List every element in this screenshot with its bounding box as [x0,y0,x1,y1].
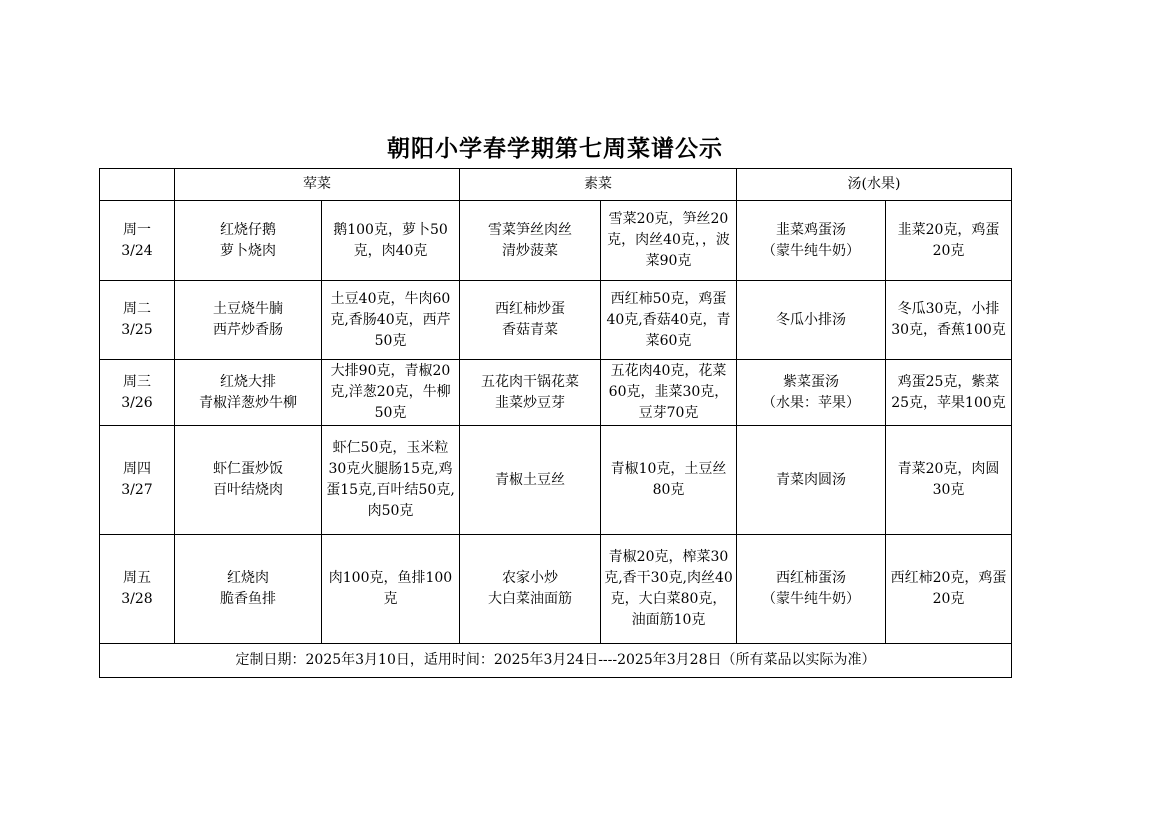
veg-qty-cell [601,535,737,644]
veg-qty-cell [601,360,737,426]
veg-dishes-cell [460,281,601,360]
soup-qty-cell [886,426,1012,535]
meat-dishes-cell-line: 虾仁蛋炒饭 [213,461,283,477]
meat-qty-cell-line: 肉100克，鱼排100克 [328,570,453,607]
veg-dishes-cell [460,201,601,281]
day-cell-line: 3/24 [121,242,153,259]
veg-dishes-cell-line: 西红柿炒蛋 [495,301,565,317]
day-cell-line: 周四 [123,461,151,477]
table-row [100,535,1012,644]
veg-dishes-cell [460,426,601,535]
meat-dishes-cell-line: 红烧肉 [227,570,269,586]
soup-cell-line: （水果：苹果） [762,394,860,411]
table-row [100,281,1012,360]
meat-dishes-cell [175,281,322,360]
table-row [100,201,1012,281]
soup-cell-line: 西红柿蛋汤 [776,570,846,586]
veg-dishes-cell-line: 韭菜炒豆芽 [495,394,565,411]
meat-dishes-cell [175,201,322,281]
veg-dishes-cell [460,360,601,426]
veg-dishes-cell-line: 清炒菠菜 [502,242,558,259]
menu-table [99,168,1012,678]
veg-dishes-cell-line: 青椒土豆丝 [495,471,565,488]
veg-qty-cell-line: 西红柿50克，鸡蛋40克,香菇40克，青菜60克 [606,290,731,349]
meat-qty-cell [322,535,460,644]
day-cell [100,360,175,426]
veg-dishes-cell [460,535,601,644]
soup-qty-cell-line: 西红柿20克，鸡蛋20克 [890,570,1007,607]
table-row [100,426,1012,535]
soup-qty-cell-line: 冬瓜30克，小排30克，香蕉100克 [891,301,1006,338]
meat-dishes-cell-line: 脆香鱼排 [220,591,276,607]
soup-cell [737,281,886,360]
soup-cell [737,201,886,281]
page-title: 朝阳小学春学期第七周菜谱公示 [387,136,723,162]
meat-qty-cell-line: 大排90克，青椒20克,洋葱20克，牛柳50克 [330,363,451,421]
meat-dishes-cell-line: 土豆烧牛腩 [213,301,283,317]
soup-cell-line: 紫菜蛋汤 [783,373,839,390]
day-cell-line: 周五 [123,570,151,586]
meat-qty-cell [322,201,460,281]
soup-qty-cell [886,201,1012,281]
veg-dishes-cell-line: 香菇青菜 [502,322,558,338]
meat-qty-cell [322,281,460,360]
soup-cell-line: 青菜肉圆汤 [776,471,846,488]
soup-cell [737,535,886,644]
veg-dishes-cell-line: 雪菜笋丝肉丝 [488,221,572,238]
veg-qty-cell-line: 青椒20克，榨菜30克,香干30克,肉丝40克，大白菜80克，油面筋10克 [604,549,733,628]
meat-qty-cell-line: 虾仁50克，玉米粒30克火腿肠15克,鸡蛋15克,百叶结50克,肉50克 [326,440,455,519]
table-row [100,360,1012,426]
veg-qty-cell-line: 雪菜20克，笋丝20克，肉丝40克，，波菜90克 [607,211,730,269]
veg-qty-cell-line: 青椒10克，土豆丝80克 [610,461,727,498]
veg-qty-cell-line: 五花肉40克，花菜60克，韭菜30克，豆芽70克 [608,363,729,421]
meat-qty-cell [322,360,460,426]
meat-dishes-cell [175,535,322,644]
day-cell [100,426,175,535]
day-cell-line: 周三 [123,373,151,390]
header-meat: 荤菜 [175,169,460,201]
veg-dishes-cell-line: 农家小炒 [502,570,558,586]
veg-qty-cell [601,281,737,360]
soup-cell [737,360,886,426]
day-cell-line: 3/26 [121,394,153,411]
meat-dishes-cell-line: 红烧大排 [220,373,276,390]
day-cell-line: 3/28 [121,591,153,607]
veg-dishes-cell-line: 五花肉干锅花菜 [481,373,579,390]
soup-qty-cell-line: 鸡蛋25克，紫菜25克，苹果100克 [891,373,1006,411]
meat-dishes-cell-line: 红烧仔鹅 [220,221,276,238]
day-cell-line: 3/25 [121,322,153,338]
meat-dishes-cell [175,426,322,535]
soup-qty-cell [886,360,1012,426]
soup-qty-cell [886,281,1012,360]
veg-qty-cell [601,201,737,281]
meat-qty-cell [322,426,460,535]
header-blank [100,169,175,201]
day-cell-line: 3/27 [121,482,153,498]
soup-cell [737,426,886,535]
footer-row [100,644,1012,678]
day-cell-line: 周二 [123,301,151,317]
meat-dishes-cell-line: 百叶结烧肉 [213,482,283,498]
day-cell [100,201,175,281]
day-cell [100,281,175,360]
header-row [100,169,1012,201]
soup-cell-line: 冬瓜小排汤 [776,311,846,328]
meat-dishes-cell-line: 萝卜烧肉 [220,242,276,259]
soup-qty-cell-line: 韭菜20克，鸡蛋20克 [897,221,1000,259]
day-cell [100,535,175,644]
footer-note: 定制日期：2025年3月10日，适用时间：2025年3月24日----2025年3月28日（所有菜品以实际为准） [100,644,1012,678]
meat-dishes-cell-line: 青椒洋葱炒牛柳 [199,394,297,411]
soup-cell-line: 韭菜鸡蛋汤 [776,221,846,238]
soup-cell-line: （蒙牛纯牛奶） [762,591,860,607]
meat-dishes-cell [175,360,322,426]
soup-qty-cell-line: 青菜20克，肉圆30克 [897,461,1000,498]
soup-cell-line: （蒙牛纯牛奶） [762,242,860,259]
header-soup: 汤(水果) [737,169,1012,201]
meat-qty-cell-line: 鹅100克，萝卜50克，肉40克 [333,221,448,259]
meat-dishes-cell-line: 西芹炒香肠 [213,322,283,338]
veg-qty-cell [601,426,737,535]
soup-qty-cell [886,535,1012,644]
meat-qty-cell-line: 土豆40克，牛肉60克,香肠40克，西芹50克 [330,290,451,349]
header-veg: 素菜 [460,169,737,201]
veg-dishes-cell-line: 大白菜油面筋 [488,591,572,607]
day-cell-line: 周一 [123,221,151,238]
